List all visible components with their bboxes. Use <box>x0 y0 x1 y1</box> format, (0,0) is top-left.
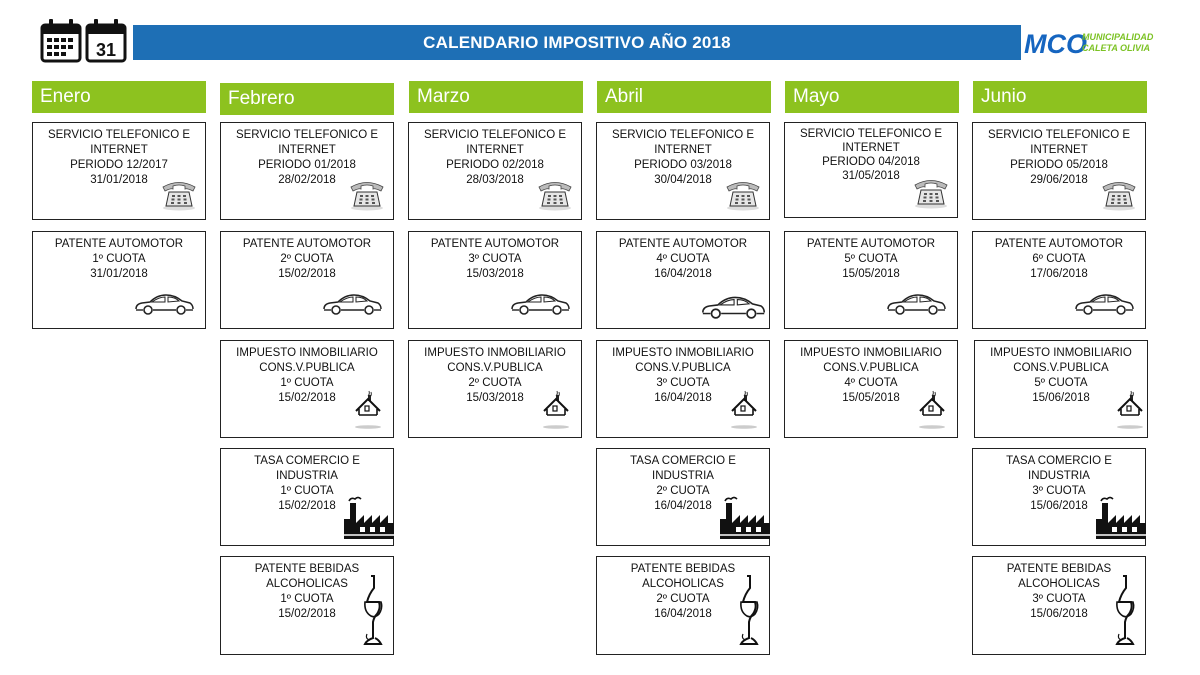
card-inmobiliario-mayo: IMPUESTO INMOBILIARIO CONS.V.PUBLICA 4º CUOTA 15/05/2018 <box>784 340 958 438</box>
card-internet-mayo: SERVICIO TELEFONICO E INTERNET PERIODO 04/2018 31/05/2018 <box>784 122 958 218</box>
house-icon <box>729 389 759 431</box>
card-internet-junio: SERVICIO TELEFONICO E INTERNET PERIODO 05/2018 29/06/2018 <box>972 122 1146 220</box>
car-icon <box>321 290 383 316</box>
card-bebidas-abril: PATENTE BEBIDAS ALCOHOLICAS 2º CUOTA 16/04/2018 <box>596 556 770 655</box>
card-inmobiliario-junio: IMPUESTO INMOBILIARIO CONS.V.PUBLICA 5º CUOTA 15/06/2018 <box>974 340 1148 438</box>
telephone-icon <box>911 175 951 209</box>
car-icon <box>885 290 947 316</box>
telephone-icon <box>159 177 199 211</box>
card-internet-enero: SERVICIO TELEFONICO E INTERNET PERIODO 12/2017 31/01/2018 <box>32 122 206 220</box>
telephone-icon <box>347 177 387 211</box>
card-bebidas-febrero: PATENTE BEBIDAS ALCOHOLICAS 1º CUOTA 15/02/2018 <box>220 556 394 655</box>
month-header-marzo <box>409 81 583 113</box>
month-header-mayo <box>785 81 959 113</box>
month-label: Junio <box>981 86 1027 107</box>
logo-mark: MCO <box>1024 29 1087 59</box>
card-automotor-enero: PATENTE AUTOMOTOR 1º CUOTA 31/01/2018 <box>32 231 206 329</box>
wine-glass-icon <box>737 574 763 650</box>
telephone-icon <box>1099 177 1139 211</box>
calendar-icon <box>40 17 128 65</box>
page-title: CALENDARIO IMPOSITIVO AÑO 2018 <box>423 32 731 52</box>
month-header-junio <box>973 81 1147 113</box>
factory-icon <box>342 495 394 541</box>
wine-glass-icon <box>1113 574 1139 650</box>
card-automotor-marzo: PATENTE AUTOMOTOR 3º CUOTA 15/03/2018 <box>408 231 582 329</box>
house-icon <box>1115 389 1145 431</box>
car-icon <box>1073 290 1135 316</box>
card-internet-febrero: SERVICIO TELEFONICO E INTERNET PERIODO 01/2018 28/02/2018 <box>220 122 394 220</box>
card-automotor-abril: PATENTE AUTOMOTOR 4º CUOTA 16/04/2018 <box>596 231 770 329</box>
month-header-abril <box>597 81 771 113</box>
card-internet-marzo: SERVICIO TELEFONICO E INTERNET PERIODO 02/2018 28/03/2018 <box>408 122 582 220</box>
card-automotor-mayo: PATENTE AUTOMOTOR 5º CUOTA 15/05/2018 <box>784 231 958 329</box>
telephone-icon <box>535 177 575 211</box>
calendar-day-number: 31 <box>95 40 117 60</box>
house-icon <box>353 389 383 431</box>
municipality-logo <box>1024 22 1154 62</box>
month-label: Febrero <box>228 88 295 109</box>
logo-line1: MUNICIPALIDAD <box>1082 32 1154 42</box>
card-automotor-junio: PATENTE AUTOMOTOR 6º CUOTA 17/06/2018 <box>972 231 1146 329</box>
card-automotor-febrero: PATENTE AUTOMOTOR 2º CUOTA 15/02/2018 <box>220 231 394 329</box>
car-icon <box>699 292 767 320</box>
month-label: Marzo <box>417 86 470 107</box>
logo-line2: CALETA OLIVIA <box>1082 43 1150 53</box>
telephone-icon <box>723 177 763 211</box>
factory-icon <box>718 495 770 541</box>
month-header-enero <box>32 81 206 113</box>
card-inmobiliario-marzo: IMPUESTO INMOBILIARIO CONS.V.PUBLICA 2º CUOTA 15/03/2018 <box>408 340 582 438</box>
month-label: Enero <box>40 86 91 107</box>
car-icon <box>133 290 195 316</box>
wine-glass-icon <box>361 574 387 650</box>
card-inmobiliario-febrero: IMPUESTO INMOBILIARIO CONS.V.PUBLICA 1º CUOTA 15/02/2018 <box>220 340 394 438</box>
house-icon <box>541 389 571 431</box>
card-comercio-abril: TASA COMERCIO E INDUSTRIA 2º CUOTA 16/04/2018 <box>596 448 770 546</box>
title-bar <box>133 25 1021 60</box>
card-internet-abril: SERVICIO TELEFONICO E INTERNET PERIODO 03/2018 30/04/2018 <box>596 122 770 220</box>
car-icon <box>509 290 571 316</box>
card-bebidas-junio: PATENTE BEBIDAS ALCOHOLICAS 3º CUOTA 15/06/2018 <box>972 556 1146 655</box>
card-comercio-junio: TASA COMERCIO E INDUSTRIA 3º CUOTA 15/06/2018 <box>972 448 1146 546</box>
month-label: Mayo <box>793 86 840 107</box>
house-icon <box>917 389 947 431</box>
card-comercio-febrero: TASA COMERCIO E INDUSTRIA 1º CUOTA 15/02/2018 <box>220 448 394 546</box>
month-header-febrero <box>220 83 394 115</box>
card-inmobiliario-abril: IMPUESTO INMOBILIARIO CONS.V.PUBLICA 3º CUOTA 16/04/2018 <box>596 340 770 438</box>
month-label: Abril <box>605 86 644 107</box>
factory-icon <box>1094 495 1146 541</box>
